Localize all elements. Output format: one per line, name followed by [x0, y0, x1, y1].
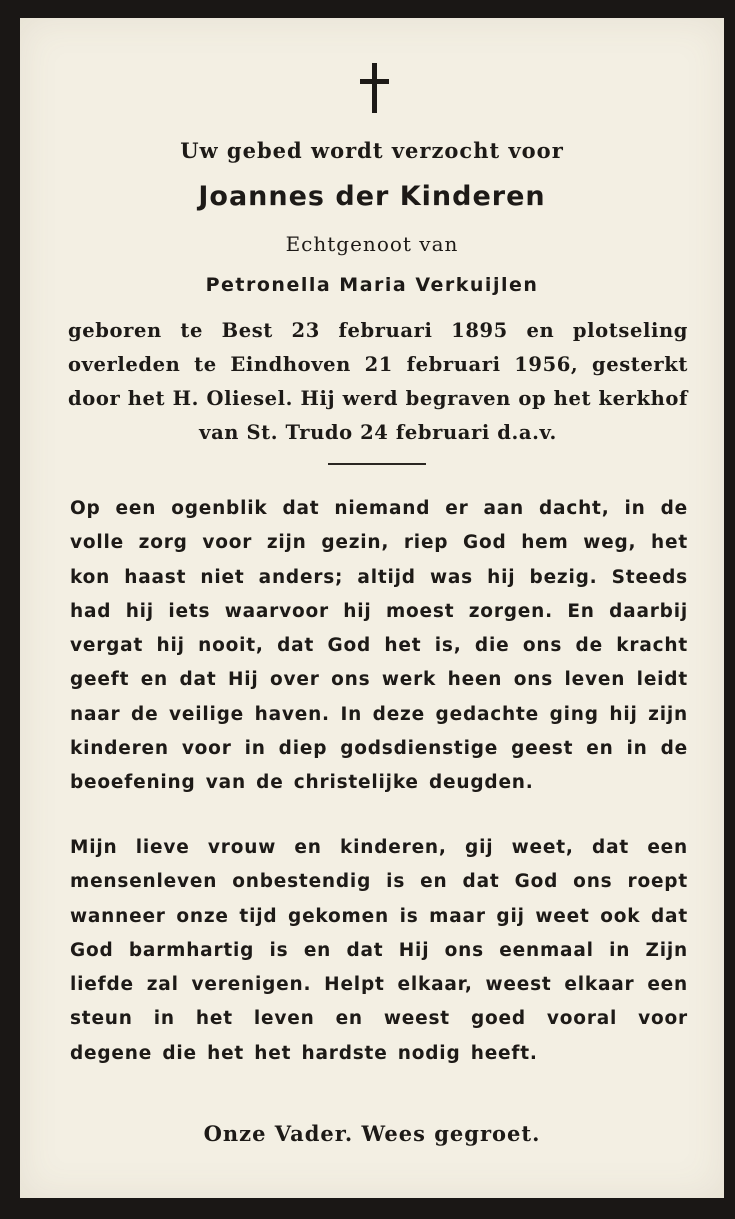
- reflection-paragraph: Op een ogenblik dat niemand er aan dacht, in de volle zorg voor zijn gezin, riep God hem weg, het kon haast niet anders; altijd was hij bezig. Steeds had hij iets waarvoor hij moest zorgen. En daarbij vergat hij nooit, dat God het is, die ons de kracht geeft en dat Hij over ons werk heen ons leven leidt naar de veilige haven. In deze gedachte ging hij zijn kinderen voor in diep godsdienstige geest en in de beoefening van de christelijke deugden.: [70, 498, 688, 794]
- closing-prayer-line: Onze Vader. Wees gegroet.: [203, 1121, 541, 1146]
- memorial-card: [20, 18, 724, 1198]
- prayer-request-line: Uw gebed wordt verzocht voor: [180, 138, 564, 163]
- biography-paragraph: geboren te Best 23 februari 1895 en plotseling overleden te Eindhoven 21 februari 1956, gesterkt door het H. Oliesel. Hij werd begraven op het kerkhof van St. Trudo 24 februari d.a.v.: [68, 319, 688, 444]
- spouse-name: Petronella Maria Verkuijlen: [205, 274, 539, 296]
- farewell-paragraph: Mijn lieve vrouw en kinderen, gij weet, dat een mensenleven onbestendig is en dat God ons roept wanneer onze tijd gekomen is maar gij weet ook dat God barmhartig is en dat Hij ons eenmaal in Zijn liefde zal verenigen. Helpt elkaar, weest elkaar een steun in het leven en weest goed vooral voor degene die het het hardste nodig heeft.: [70, 837, 688, 1064]
- deceased-name: Joannes der Kinderen: [198, 181, 546, 212]
- spouse-intro-line: Echtgenoot van: [285, 232, 459, 256]
- divider-line: [328, 463, 426, 465]
- cross-icon: [360, 63, 390, 123]
